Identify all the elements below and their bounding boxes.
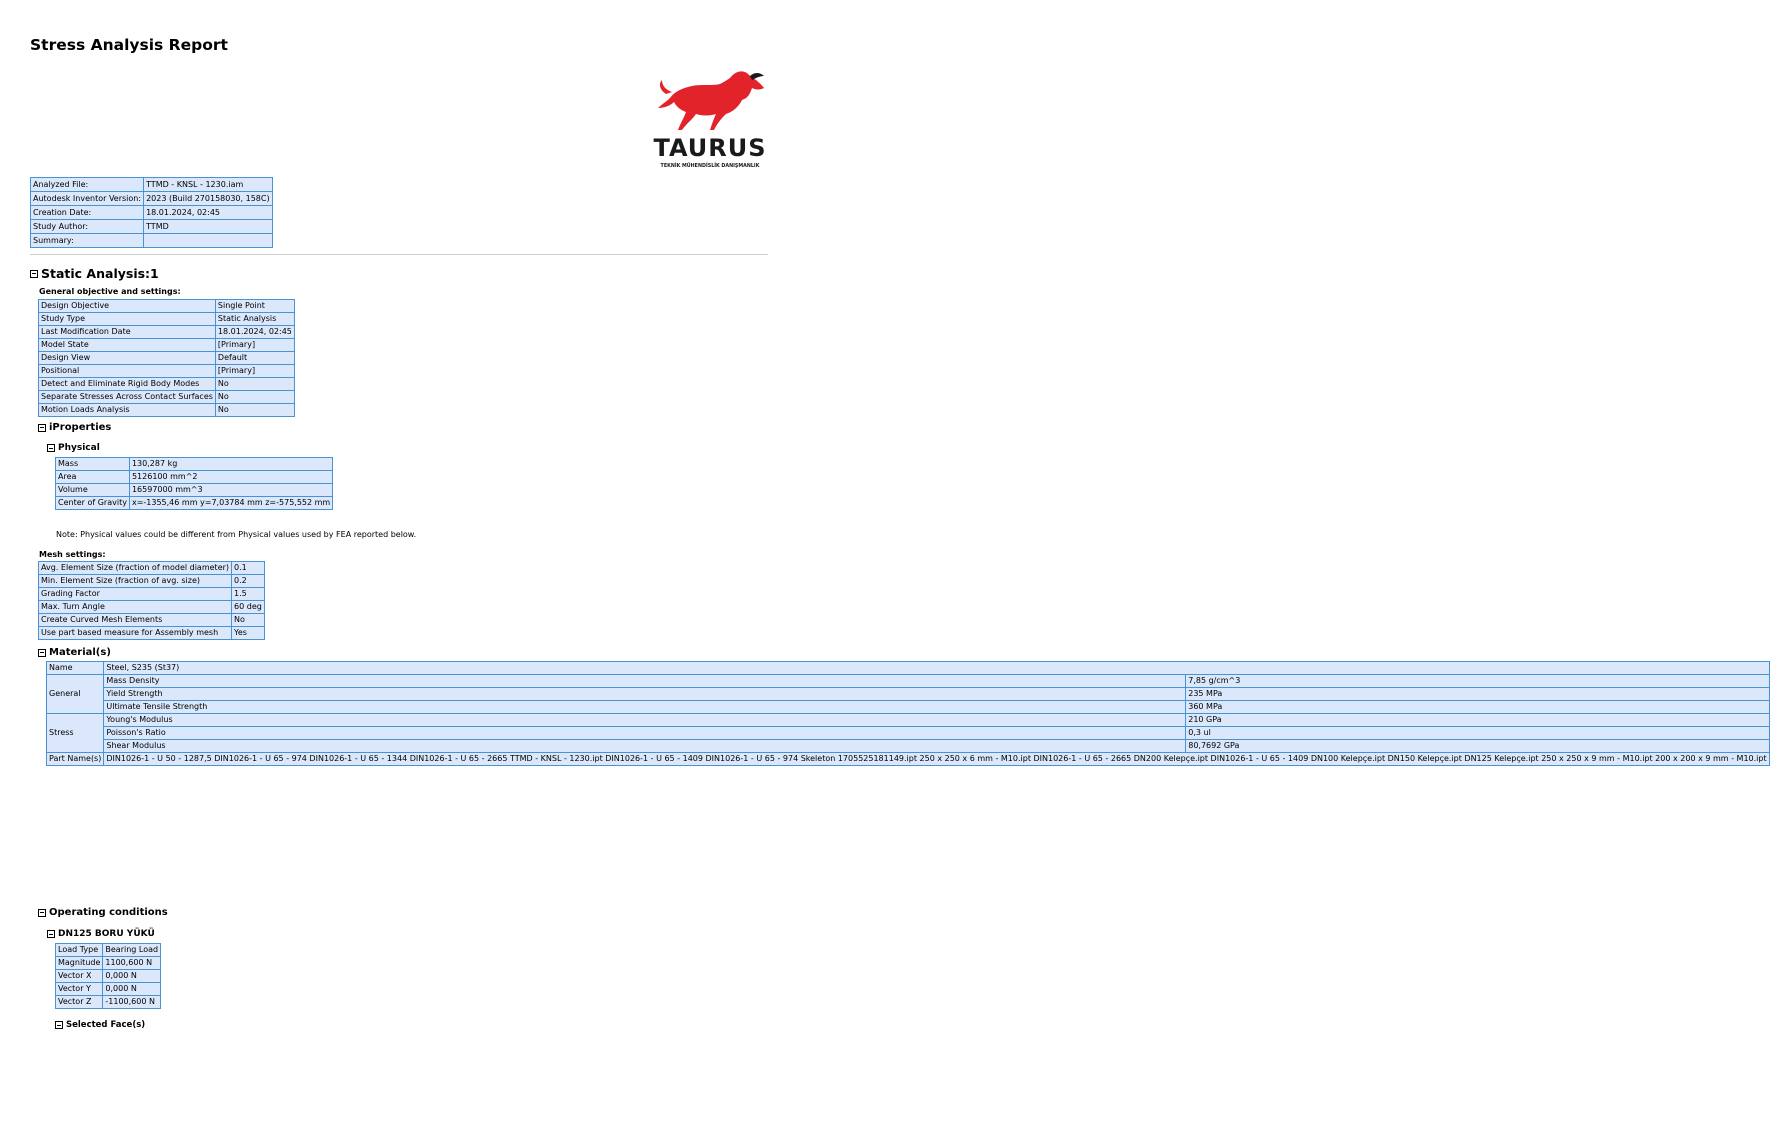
collapse-icon[interactable] [30, 270, 38, 278]
table-row [56, 970, 161, 983]
cell-label: Vector X [56, 970, 103, 983]
iproperties-title: iProperties [49, 422, 112, 433]
table-row [39, 313, 295, 326]
table-row [39, 326, 295, 339]
general-settings-table [38, 299, 295, 417]
cell-value: 210 GPa [1186, 714, 1769, 727]
cell-value: 0.1 [232, 562, 265, 575]
materials-heading [38, 647, 111, 658]
cell-label: Max. Turn Angle [39, 601, 232, 614]
table-row [39, 378, 295, 391]
table-row [39, 614, 265, 627]
table-row [31, 178, 273, 192]
cell-value: Default [215, 352, 294, 365]
table-row [56, 957, 161, 970]
table-row [39, 562, 265, 575]
table-row [39, 352, 295, 365]
summary-table [30, 177, 273, 248]
cell-value: 16597000 mm^3 [129, 484, 332, 497]
table-row [39, 627, 265, 640]
table-row [56, 996, 161, 1009]
cell-label: Create Curved Mesh Elements [39, 614, 232, 627]
cell-label: Mass Density [104, 675, 1186, 688]
table-row [47, 753, 1770, 766]
cell-value: 0,000 N [103, 970, 161, 983]
cell-value: -1100,600 N [103, 996, 161, 1009]
materials-table [46, 661, 1770, 766]
table-row [56, 497, 333, 510]
mesh-table [38, 561, 265, 640]
cell-label: Autodesk Inventor Version: [31, 192, 144, 206]
taurus-logo [652, 68, 768, 174]
table-row [56, 484, 333, 497]
cell-label: Poisson's Ratio [104, 727, 1186, 740]
material-parts-list: DIN1026-1 - U 50 - 1287,5 DIN1026-1 - U 65 - 974 DIN1026-1 - U 65 - 1344 DIN1026-1 - U 65 - 2665 TTMD - KNSL - 1230.ipt DIN1026-1 - U 65 - 1409 DIN1026-1 - U 65 - 974 Skeleton 1705525181149.ipt 250 x 250 x 6 mm - M10.ipt DIN1026-1 - U 65 - 2665 DN200 Kelepçe.ipt DIN1026-1 - U 65 - 1409 DN100 Kelepçe.ipt DN150 Kelepçe.ipt DN125 Kelepçe.ipt 250 x 250 x 9 mm - M10.ipt 200 x 200 x 9 mm - M10.ipt [104, 753, 1769, 766]
physical-table [55, 457, 333, 510]
physical-title: Physical [58, 443, 100, 453]
table-row [56, 471, 333, 484]
cell-value: x=-1355,46 mm y=7,03784 mm z=-575,552 mm [129, 497, 332, 510]
cell-label: Study Type [39, 313, 216, 326]
cell-value [144, 234, 273, 248]
cell-value: [Primary] [215, 365, 294, 378]
cell-label: Study Author: [31, 220, 144, 234]
material-parts-label: Part Name(s) [47, 753, 104, 766]
cell-label: Design View [39, 352, 216, 365]
cell-value: 80,7692 GPa [1186, 740, 1769, 753]
materials-title: Material(s) [49, 647, 111, 658]
table-row [47, 688, 1770, 701]
cell-value: 18.01.2024, 02:45 [215, 326, 294, 339]
table-row [39, 339, 295, 352]
cell-value: TTMD [144, 220, 273, 234]
table-row [47, 740, 1770, 753]
report-title: Stress Analysis Report [30, 36, 228, 54]
mesh-heading: Mesh settings: [39, 550, 106, 559]
collapse-icon[interactable] [47, 930, 55, 938]
static-analysis-heading [30, 266, 159, 281]
expand-icon[interactable] [55, 1021, 63, 1029]
table-row [31, 206, 273, 220]
table-row [39, 601, 265, 614]
operating-conditions-heading [38, 907, 168, 918]
collapse-icon[interactable] [38, 649, 46, 657]
load-heading [47, 929, 155, 939]
table-row [39, 300, 295, 313]
material-stress-label: Stress [47, 714, 104, 753]
cell-value: No [215, 391, 294, 404]
cell-value: 0.2 [232, 575, 265, 588]
cell-value: Bearing Load [103, 944, 161, 957]
cell-value: 2023 (Build 270158030, 158C) [144, 192, 273, 206]
cell-label: Min. Element Size (fraction of avg. size) [39, 575, 232, 588]
cell-value: 7,85 g/cm^3 [1186, 675, 1769, 688]
cell-label: Shear Modulus [104, 740, 1186, 753]
cell-label: Avg. Element Size (fraction of model diameter) [39, 562, 232, 575]
table-row [47, 701, 1770, 714]
cell-value: 360 MPa [1186, 701, 1769, 714]
cell-value: 1100,600 N [103, 957, 161, 970]
cell-label: Design Objective [39, 300, 216, 313]
table-row [39, 575, 265, 588]
collapse-icon[interactable] [47, 444, 55, 452]
table-row [47, 727, 1770, 740]
cell-label: Summary: [31, 234, 144, 248]
cell-label: Grading Factor [39, 588, 232, 601]
selected-faces-heading [55, 1020, 145, 1030]
cell-value: 235 MPa [1186, 688, 1769, 701]
cell-label: Separate Stresses Across Contact Surfaces [39, 391, 216, 404]
cell-label: Vector Y [56, 983, 103, 996]
table-row [39, 391, 295, 404]
iproperties-heading [38, 422, 111, 433]
cell-label: Magnitude [56, 957, 103, 970]
cell-value: Yes [232, 627, 265, 640]
cell-label: Mass [56, 458, 130, 471]
cell-value: 18.01.2024, 02:45 [144, 206, 273, 220]
cell-value: No [232, 614, 265, 627]
collapse-icon[interactable] [38, 424, 46, 432]
cell-label: Center of Gravity [56, 497, 130, 510]
table-row [31, 220, 273, 234]
cell-label: Analyzed File: [31, 178, 144, 192]
load-title: DN125 BORU YÜKÜ [58, 929, 155, 939]
load-table [55, 943, 161, 1009]
material-general-label: General [47, 675, 104, 714]
logo-tagline: TEKNİK MÜHENDİSLİK DANIŞMANLIK [660, 164, 760, 169]
cell-value: TTMD - KNSL - 1230.iam [144, 178, 273, 192]
operating-conditions-title: Operating conditions [49, 907, 168, 918]
table-row [39, 365, 295, 378]
cell-label: Area [56, 471, 130, 484]
cell-label: Use part based measure for Assembly mesh [39, 627, 232, 640]
cell-label: Last Modification Date [39, 326, 216, 339]
general-settings-heading: General objective and settings: [39, 287, 181, 296]
table-row [39, 404, 295, 417]
physical-heading [47, 443, 100, 453]
bull-icon [652, 68, 768, 138]
material-name-label: Name [47, 662, 104, 675]
table-row [39, 588, 265, 601]
cell-value: Static Analysis [215, 313, 294, 326]
physical-note: Note: Physical values could be different from Physical values used by FEA reported below. [56, 530, 417, 539]
cell-label: Detect and Eliminate Rigid Body Modes [39, 378, 216, 391]
table-row [31, 234, 273, 248]
cell-label: Volume [56, 484, 130, 497]
material-name-value: Steel, S235 (St37) [104, 662, 1769, 675]
cell-label: Load Type [56, 944, 103, 957]
divider [30, 254, 768, 255]
cell-value: 0,000 N [103, 983, 161, 996]
cell-label: Model State [39, 339, 216, 352]
table-row [47, 675, 1770, 688]
cell-value: 60 deg [232, 601, 265, 614]
cell-label: Positional [39, 365, 216, 378]
cell-value: 130,287 kg [129, 458, 332, 471]
static-analysis-title: Static Analysis:1 [41, 266, 159, 281]
table-row [47, 662, 1770, 675]
cell-value: No [215, 404, 294, 417]
cell-value: [Primary] [215, 339, 294, 352]
cell-label: Young's Modulus [104, 714, 1186, 727]
table-row [56, 944, 161, 957]
cell-value: 0,3 ul [1186, 727, 1769, 740]
cell-value: 5126100 mm^2 [129, 471, 332, 484]
table-row [47, 714, 1770, 727]
cell-label: Ultimate Tensile Strength [104, 701, 1186, 714]
cell-value: 1.5 [232, 588, 265, 601]
selected-faces-title: Selected Face(s) [66, 1020, 146, 1030]
collapse-icon[interactable] [38, 909, 46, 917]
cell-label: Vector Z [56, 996, 103, 1009]
table-row [56, 458, 333, 471]
table-row [56, 983, 161, 996]
cell-label: Motion Loads Analysis [39, 404, 216, 417]
table-row [31, 192, 273, 206]
cell-value: Single Point [215, 300, 294, 313]
logo-brand: TAURUS [653, 134, 767, 162]
cell-label: Creation Date: [31, 206, 144, 220]
cell-value: No [215, 378, 294, 391]
cell-label: Yield Strength [104, 688, 1186, 701]
